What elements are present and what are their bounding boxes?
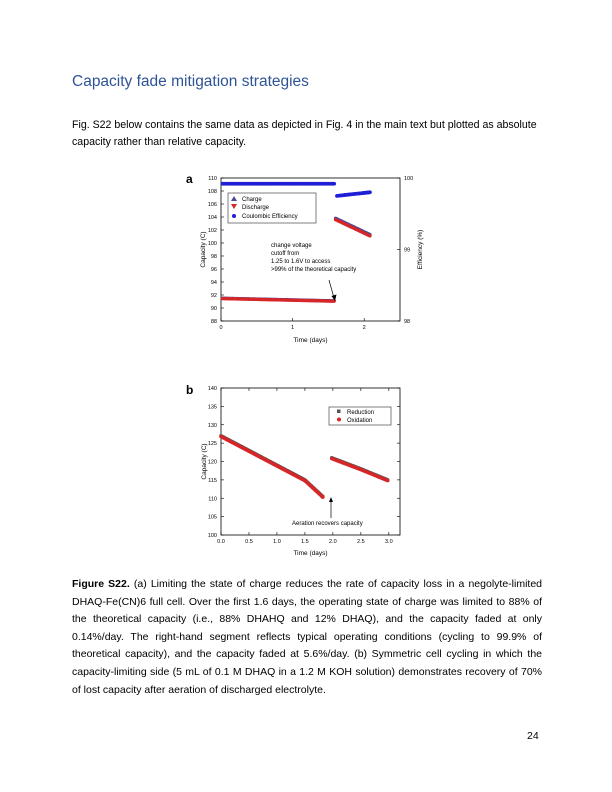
y-tick-label: 98 <box>210 254 217 260</box>
x-axis-label: Time (days) <box>293 550 328 557</box>
y-tick-label: 105 <box>207 514 217 521</box>
charge-legend-label: Charge <box>242 197 262 203</box>
y-tick-label: 140 <box>207 386 217 392</box>
y-tick-label: 96 <box>210 267 217 273</box>
y-tick-label: 115 <box>208 477 217 484</box>
x-tick-label: 1.5 <box>301 539 309 545</box>
x-tick-label: 1.0 <box>273 539 281 545</box>
x-tick-label: 0.0 <box>217 539 225 545</box>
x-tick-label: 2.5 <box>357 539 365 545</box>
panel-b-label: b <box>186 383 194 397</box>
figure-caption <box>72 576 542 699</box>
x-axis-label: Time (days) <box>293 337 328 344</box>
annotation-arrow-head <box>329 497 333 502</box>
annotation-line: 1.25 to 1.6V to access <box>271 259 331 265</box>
efficiency-legend-label: Coulombic Efficiency <box>242 214 298 220</box>
y-tick-label: 120 <box>207 459 217 466</box>
oxidation-legend-marker <box>337 418 341 422</box>
y-tick-label: 110 <box>208 496 217 503</box>
y-tick-label: 102 <box>207 228 217 234</box>
annotation-line: cutoff from <box>271 251 300 257</box>
oxidation-point <box>386 479 390 483</box>
panel-a-label: a <box>186 172 193 186</box>
oxidation-point <box>321 495 325 499</box>
y-tick-label: 104 <box>207 215 217 221</box>
y-tick-label: 135 <box>207 404 217 411</box>
x-tick-label: 2 <box>362 325 366 331</box>
y2-axis-label: Efficiency (%) <box>417 229 424 270</box>
y-tick-label: 88 <box>210 319 217 325</box>
caption-text: (a) Limiting the state of charge reduces the rate of capacity loss in a negolyte-limited DHAQ-Fe(CN)6 full cell. Over the first 1.6 days, the operating state of charge was limited to 88% of the theoretical capacity (i.e., 88% DHAHQ and 12% DHAQ), and the capacity faded at only 0.14%/day. The right-hand segment reflects typical operating conditions (cycling to 99.9% of theoretical capacity), and the capacity faded at 5.6%/day. (b) Symmetric cell cycling in which the capacity-limiting side (5 mL of 0.1 M DHAQ in a 1.2 M KOH solution) demonstrates recovery of 70% of lost capacity after aeration of discharged electrolyte. <box>72 578 542 696</box>
y-tick-label: 94 <box>210 280 217 286</box>
y-tick-label: 125 <box>207 441 217 448</box>
caption-label: Figure S22. <box>72 578 130 590</box>
y-tick-label: 130 <box>207 422 217 429</box>
x-tick-label: 0.5 <box>245 539 253 545</box>
annotation-line: change voltage <box>271 243 312 249</box>
y2-tick-label: 98 <box>404 319 411 325</box>
x-tick-label: 3.0 <box>384 539 393 545</box>
x-tick-label: 1 <box>291 325 295 331</box>
y-tick-label: 110 <box>208 176 217 182</box>
x-tick-label: 0 <box>219 325 223 331</box>
intro-paragraph: Fig. S22 below contains the same data as depicted in Fig. 4 in the main text but plotted as absolute capacity rather than relative capacity. <box>72 119 537 148</box>
reduction-legend-marker <box>337 410 341 414</box>
y-tick-label: 108 <box>207 189 217 195</box>
y-tick-label: 90 <box>210 306 217 312</box>
y-tick-label: 106 <box>207 202 217 208</box>
annotation-text: Aeration recovers capacity <box>292 521 363 527</box>
oxidation-legend-label: Oxidation <box>347 418 373 424</box>
discharge-legend-label: Discharge <box>242 205 270 211</box>
x-tick-label: 2.0 <box>329 539 337 545</box>
y-tick-label: 92 <box>210 293 217 299</box>
section-heading: Capacity fade mitigation strategies <box>72 73 309 90</box>
y-tick-label: 100 <box>207 241 217 247</box>
annotation-line: >99% of the theoretical capacity <box>271 267 357 273</box>
y-tick-label: 100 <box>207 533 217 539</box>
y2-tick-label: 99 <box>404 247 411 254</box>
y2-tick-label: 100 <box>404 176 414 182</box>
reduction-legend-label: Reduction <box>347 410 375 416</box>
y-axis-label: Capacity (C) <box>200 231 207 268</box>
page-number: 24 <box>527 730 539 742</box>
y-axis-label: Capacity (C) <box>201 443 208 480</box>
